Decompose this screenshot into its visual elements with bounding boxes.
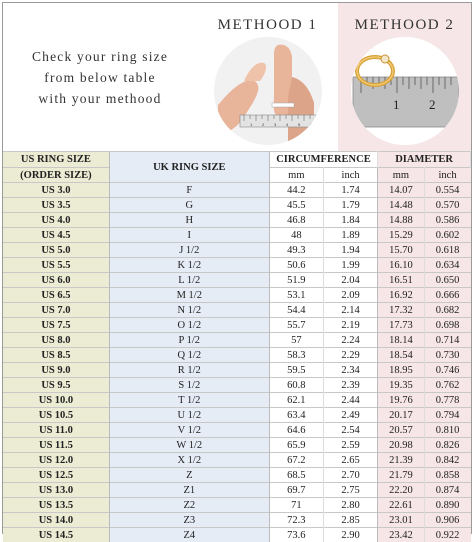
circ-inch-cell: 1.84 <box>323 213 377 228</box>
ruler1-number: 1 <box>250 122 253 127</box>
us-size-cell: US 6.5 <box>3 288 109 303</box>
diam-mm-cell: 19.35 <box>378 378 424 393</box>
table-row <box>3 408 471 423</box>
circ-inch-cell: 2.34 <box>323 363 377 378</box>
circ-mm-cell: 45.5 <box>269 198 323 213</box>
uk-size-cell: P 1/2 <box>109 333 269 348</box>
intro-text <box>3 3 198 151</box>
circ-inch-cell: 2.09 <box>323 288 377 303</box>
circ-inch-cell: 2.65 <box>323 453 377 468</box>
circ-inch-cell: 2.24 <box>323 333 377 348</box>
circ-mm-cell: 53.1 <box>269 288 323 303</box>
diam-mm-cell: 15.70 <box>378 243 424 258</box>
hands-measuring-finger-illustration <box>214 37 322 145</box>
diam-inch-cell: 0.826 <box>424 438 470 453</box>
circ-inch-cell: 2.49 <box>323 408 377 423</box>
table-row <box>3 498 471 513</box>
uk-size-cell: L 1/2 <box>109 273 269 288</box>
diam-inch-cell: 0.890 <box>424 498 470 513</box>
ruler1-number: 2 <box>262 122 265 127</box>
us-size-cell: US 9.0 <box>3 363 109 378</box>
diam-mm-cell: 18.54 <box>378 348 424 363</box>
header-diameter: DIAMETER <box>378 152 471 168</box>
circ-inch-cell: 2.14 <box>323 303 377 318</box>
table-row <box>3 348 471 363</box>
uk-size-cell: Z3 <box>109 513 269 528</box>
diam-mm-cell: 21.79 <box>378 468 424 483</box>
header-circumference: CIRCUMFERENCE <box>269 152 377 168</box>
method-2-illustration <box>351 37 459 145</box>
table-row <box>3 228 471 243</box>
header-order-size: (ORDER SIZE) <box>3 168 109 183</box>
diam-inch-cell: 0.666 <box>424 288 470 303</box>
us-size-cell: US 13.5 <box>3 498 109 513</box>
circ-mm-cell: 51.9 <box>269 273 323 288</box>
circ-mm-cell: 71 <box>269 498 323 513</box>
diam-inch-cell: 0.906 <box>424 513 470 528</box>
uk-size-cell: F <box>109 183 269 198</box>
header-diam-inch: inch <box>424 168 470 183</box>
diam-inch-cell: 0.794 <box>424 408 470 423</box>
uk-size-cell: H <box>109 213 269 228</box>
diam-inch-cell: 0.922 <box>424 528 470 542</box>
table-row <box>3 378 471 393</box>
circ-inch-cell: 2.44 <box>323 393 377 408</box>
us-size-cell: US 8.0 <box>3 333 109 348</box>
circ-mm-cell: 62.1 <box>269 393 323 408</box>
diam-inch-cell: 0.810 <box>424 423 470 438</box>
circ-mm-cell: 57 <box>269 333 323 348</box>
diam-mm-cell: 21.39 <box>378 453 424 468</box>
table-row <box>3 363 471 378</box>
circ-mm-cell: 72.3 <box>269 513 323 528</box>
uk-size-cell: X 1/2 <box>109 453 269 468</box>
circ-inch-cell: 1.99 <box>323 258 377 273</box>
circ-mm-cell: 67.2 <box>269 453 323 468</box>
circ-inch-cell: 1.94 <box>323 243 377 258</box>
diam-inch-cell: 0.778 <box>424 393 470 408</box>
circ-mm-cell: 58.3 <box>269 348 323 363</box>
circ-mm-cell: 55.7 <box>269 318 323 333</box>
ruler1-number: 5 <box>298 122 301 127</box>
table-row <box>3 198 471 213</box>
circ-mm-cell: 48 <box>269 228 323 243</box>
header-diam-mm: mm <box>378 168 424 183</box>
table-row <box>3 273 471 288</box>
uk-size-cell: O 1/2 <box>109 318 269 333</box>
uk-size-cell: J 1/2 <box>109 243 269 258</box>
circ-inch-cell: 1.79 <box>323 198 377 213</box>
diam-inch-cell: 0.602 <box>424 228 470 243</box>
us-size-cell: US 9.5 <box>3 378 109 393</box>
circ-mm-cell: 54.4 <box>269 303 323 318</box>
diam-mm-cell: 16.51 <box>378 273 424 288</box>
us-size-cell: US 12.5 <box>3 468 109 483</box>
diam-inch-cell: 0.698 <box>424 318 470 333</box>
diam-mm-cell: 15.29 <box>378 228 424 243</box>
table-row <box>3 393 471 408</box>
circ-inch-cell: 2.39 <box>323 378 377 393</box>
circ-mm-cell: 63.4 <box>269 408 323 423</box>
us-size-cell: US 6.0 <box>3 273 109 288</box>
uk-size-cell: I <box>109 228 269 243</box>
uk-size-cell: S 1/2 <box>109 378 269 393</box>
header-us-size: US RING SIZE <box>3 152 109 168</box>
chart-header <box>3 3 471 151</box>
us-size-cell: US 7.5 <box>3 318 109 333</box>
us-size-cell: US 5.5 <box>3 258 109 273</box>
uk-size-cell: R 1/2 <box>109 363 269 378</box>
ring-on-ruler-illustration <box>351 37 459 145</box>
table-row <box>3 483 471 498</box>
diam-inch-cell: 0.554 <box>424 183 470 198</box>
table-row <box>3 513 471 528</box>
us-size-cell: US 8.5 <box>3 348 109 363</box>
diam-mm-cell: 16.10 <box>378 258 424 273</box>
diam-mm-cell: 23.01 <box>378 513 424 528</box>
circ-mm-cell: 64.6 <box>269 423 323 438</box>
diam-inch-cell: 0.746 <box>424 363 470 378</box>
table-row <box>3 318 471 333</box>
diam-inch-cell: 0.650 <box>424 273 470 288</box>
header-circ-mm: mm <box>269 168 323 183</box>
circ-inch-cell: 2.59 <box>323 438 377 453</box>
table-row <box>3 453 471 468</box>
diam-inch-cell: 0.570 <box>424 198 470 213</box>
method-2-panel <box>338 3 471 151</box>
circ-inch-cell: 2.70 <box>323 468 377 483</box>
diam-inch-cell: 0.842 <box>424 453 470 468</box>
method-2-title: METHOOD 2 <box>338 17 471 34</box>
uk-size-cell: Z <box>109 468 269 483</box>
table-row <box>3 468 471 483</box>
method-1-illustration <box>214 37 322 145</box>
us-size-cell: US 14.5 <box>3 528 109 542</box>
table-row <box>3 303 471 318</box>
diam-mm-cell: 22.61 <box>378 498 424 513</box>
diam-inch-cell: 0.730 <box>424 348 470 363</box>
ruler1-number: 6 <box>310 122 313 127</box>
circ-inch-cell: 2.19 <box>323 318 377 333</box>
uk-size-cell: T 1/2 <box>109 393 269 408</box>
table-header-row <box>3 152 471 168</box>
circ-mm-cell: 60.8 <box>269 378 323 393</box>
diam-mm-cell: 18.14 <box>378 333 424 348</box>
table-row <box>3 258 471 273</box>
uk-size-cell: K 1/2 <box>109 258 269 273</box>
table-row <box>3 288 471 303</box>
intro-line-2: from below table <box>32 67 168 88</box>
ring-size-chart <box>2 2 472 534</box>
circ-mm-cell: 68.5 <box>269 468 323 483</box>
us-size-cell: US 4.5 <box>3 228 109 243</box>
diam-mm-cell: 14.07 <box>378 183 424 198</box>
diam-inch-cell: 0.682 <box>424 303 470 318</box>
table-row <box>3 243 471 258</box>
us-size-cell: US 11.5 <box>3 438 109 453</box>
circ-mm-cell: 50.6 <box>269 258 323 273</box>
circ-inch-cell: 2.04 <box>323 273 377 288</box>
circ-mm-cell: 44.2 <box>269 183 323 198</box>
circ-inch-cell: 2.80 <box>323 498 377 513</box>
circ-inch-cell: 2.85 <box>323 513 377 528</box>
diam-mm-cell: 14.88 <box>378 213 424 228</box>
circ-mm-cell: 49.3 <box>269 243 323 258</box>
diam-inch-cell: 0.586 <box>424 213 470 228</box>
circ-inch-cell: 1.89 <box>323 228 377 243</box>
diam-inch-cell: 0.874 <box>424 483 470 498</box>
table-row <box>3 423 471 438</box>
diam-inch-cell: 0.714 <box>424 333 470 348</box>
header-uk-size: UK RING SIZE <box>109 152 269 183</box>
uk-size-cell: Q 1/2 <box>109 348 269 363</box>
circ-inch-cell: 2.90 <box>323 528 377 542</box>
diam-mm-cell: 20.57 <box>378 423 424 438</box>
diam-mm-cell: 14.48 <box>378 198 424 213</box>
ruler1-number: 4 <box>286 122 289 127</box>
table-row <box>3 438 471 453</box>
diam-inch-cell: 0.634 <box>424 258 470 273</box>
uk-size-cell: G <box>109 198 269 213</box>
ruler1-number: 3 <box>274 122 277 127</box>
uk-size-cell: Z2 <box>109 498 269 513</box>
diam-mm-cell: 17.73 <box>378 318 424 333</box>
uk-size-cell: Z1 <box>109 483 269 498</box>
diam-mm-cell: 16.92 <box>378 288 424 303</box>
circ-inch-cell: 2.75 <box>323 483 377 498</box>
us-size-cell: US 10.5 <box>3 408 109 423</box>
method-1-panel <box>197 3 339 151</box>
uk-size-cell: Z4 <box>109 528 269 542</box>
method-1-title: METHOOD 1 <box>197 17 338 34</box>
ring-size-table <box>3 151 471 542</box>
circ-mm-cell: 73.6 <box>269 528 323 542</box>
diam-inch-cell: 0.618 <box>424 243 470 258</box>
table-row <box>3 213 471 228</box>
diam-mm-cell: 20.98 <box>378 438 424 453</box>
diam-mm-cell: 23.42 <box>378 528 424 542</box>
circ-mm-cell: 59.5 <box>269 363 323 378</box>
us-size-cell: US 5.0 <box>3 243 109 258</box>
us-size-cell: US 3.0 <box>3 183 109 198</box>
us-size-cell: US 10.0 <box>3 393 109 408</box>
table-row <box>3 183 471 198</box>
diam-inch-cell: 0.762 <box>424 378 470 393</box>
diam-mm-cell: 20.17 <box>378 408 424 423</box>
diam-inch-cell: 0.858 <box>424 468 470 483</box>
diam-mm-cell: 22.20 <box>378 483 424 498</box>
table-row <box>3 333 471 348</box>
ruler2-number: 1 <box>393 97 400 112</box>
us-size-cell: US 13.0 <box>3 483 109 498</box>
us-size-cell: US 4.0 <box>3 213 109 228</box>
us-size-cell: US 7.0 <box>3 303 109 318</box>
circ-inch-cell: 1.74 <box>323 183 377 198</box>
us-size-cell: US 14.0 <box>3 513 109 528</box>
intro-line-1: Check your ring size <box>32 46 168 67</box>
us-size-cell: US 3.5 <box>3 198 109 213</box>
header-circ-inch: inch <box>323 168 377 183</box>
ruler2-number: 2 <box>429 97 436 112</box>
uk-size-cell: U 1/2 <box>109 408 269 423</box>
circ-inch-cell: 2.29 <box>323 348 377 363</box>
uk-size-cell: N 1/2 <box>109 303 269 318</box>
us-size-cell: US 11.0 <box>3 423 109 438</box>
size-table-wrapper <box>3 151 471 542</box>
uk-size-cell: M 1/2 <box>109 288 269 303</box>
diam-mm-cell: 18.95 <box>378 363 424 378</box>
intro-line-3: with your methood <box>32 88 168 109</box>
uk-size-cell: V 1/2 <box>109 423 269 438</box>
diam-mm-cell: 19.76 <box>378 393 424 408</box>
circ-mm-cell: 65.9 <box>269 438 323 453</box>
circ-inch-cell: 2.54 <box>323 423 377 438</box>
circ-mm-cell: 69.7 <box>269 483 323 498</box>
uk-size-cell: W 1/2 <box>109 438 269 453</box>
diam-mm-cell: 17.32 <box>378 303 424 318</box>
circ-mm-cell: 46.8 <box>269 213 323 228</box>
us-size-cell: US 12.0 <box>3 453 109 468</box>
table-row <box>3 528 471 542</box>
